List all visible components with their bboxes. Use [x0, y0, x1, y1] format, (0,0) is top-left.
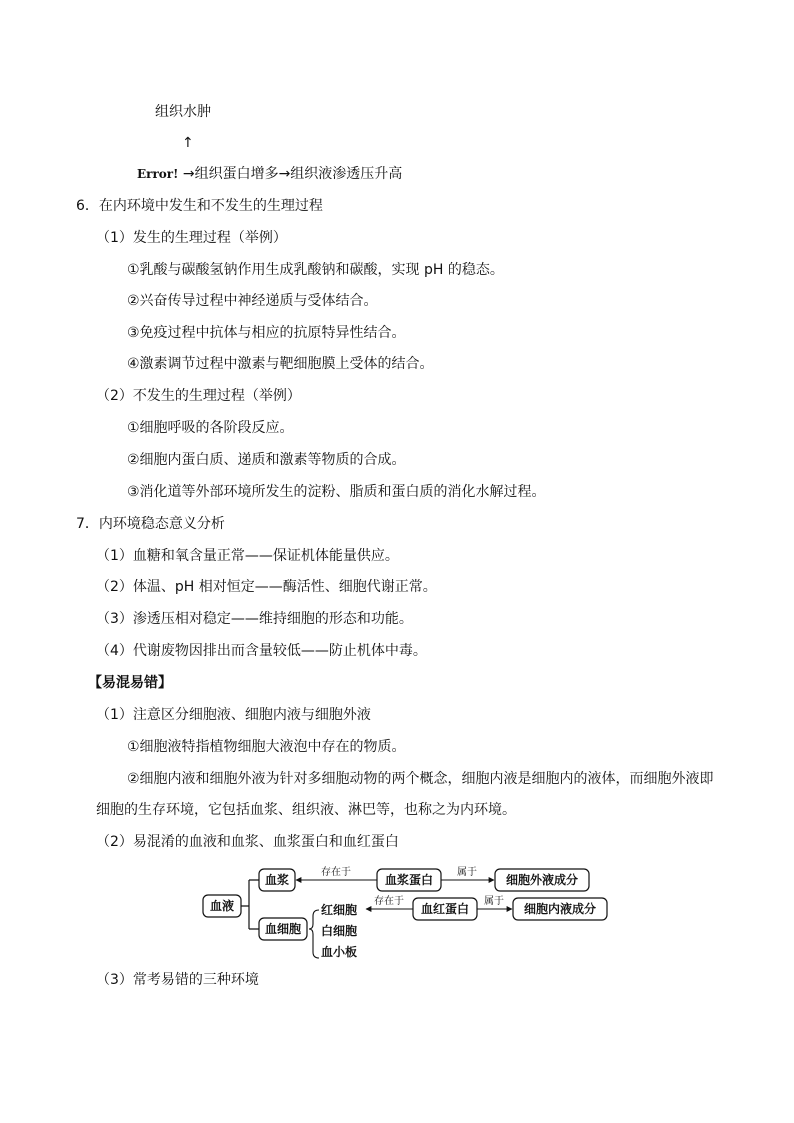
exists-in-label-2: 存在于 — [374, 896, 404, 907]
sub2-item: ③消化道等外部环境所发生的淀粉、脂质和蛋白质的消化水解过程。 — [127, 484, 546, 500]
sub2-item: ①细胞呼吸的各阶段反应。 — [127, 420, 294, 436]
section7-item: （3）渗透压相对稳定——维持细胞的形态和功能。 — [96, 611, 413, 627]
blood-branch-lines — [241, 880, 259, 929]
edema-label: 组织水肿 — [155, 104, 211, 120]
section6-sub2-heading: （2）不发生的生理过程（举例） — [96, 388, 301, 404]
platelet-label: 血小板 — [321, 945, 358, 959]
part1-heading: （1）注意区分细胞液、细胞内液与细胞外液 — [96, 707, 371, 723]
cell-types-brace — [309, 910, 319, 958]
part1-item: ①细胞液特指植物细胞大液泡中存在的物质。 — [127, 739, 406, 755]
exists-in-label-1: 存在于 — [321, 867, 351, 878]
up-arrow-icon: ↑ — [182, 135, 194, 151]
blood-components-diagram — [195, 860, 615, 965]
part1-item: ②细胞内液和细胞外液为针对多细胞动物的两个概念，细胞内液是细胞内的液体，而细胞外液即 — [127, 771, 714, 787]
sub1-item: ③免疫过程中抗体与相应的抗原特异性结合。 — [127, 325, 406, 341]
section7-item: （2）体温、pH 相对恒定——酶活性、细胞代谢正常。 — [96, 579, 437, 595]
intracellular-label: 细胞内液成分 — [523, 902, 597, 916]
white-cell-label: 白细胞 — [321, 924, 358, 938]
part3-heading: （3）常考易错的三种环境 — [96, 972, 259, 988]
error-label: Error! — [137, 167, 179, 181]
belongs-to-label-2: 属于 — [484, 896, 504, 907]
blood-label: 血液 — [209, 899, 235, 913]
section7-item: （1）血糖和氧含量正常——保证机体能量供应。 — [96, 548, 399, 564]
section6-title: 6．在内环境中发生和不发生的生理过程 — [76, 198, 323, 214]
plasma-protein-label: 血浆蛋白 — [384, 873, 434, 887]
belongs-to-label-1: 属于 — [457, 867, 477, 878]
sub1-item: ④激素调节过程中激素与靶细胞膜上受体的结合。 — [127, 356, 434, 372]
confusion-title: 【易混易错】 — [88, 675, 172, 691]
error-chain — [137, 164, 402, 184]
part1-item-continued: 细胞的生存环境，它包括血浆、组织液、淋巴等，也称之为内环境。 — [96, 802, 516, 818]
sub1-item: ①乳酸与碳酸氢钠作用生成乳酸钠和碳酸，实现 pH 的稳态。 — [127, 262, 504, 278]
part2-heading: （2）易混淆的血液和血浆、血浆蛋白和血红蛋白 — [96, 834, 399, 850]
sub2-item: ②细胞内蛋白质、递质和激素等物质的合成。 — [127, 452, 406, 468]
red-cell-label: 红细胞 — [321, 903, 358, 917]
section6-sub1-heading: （1）发生的生理过程（举例） — [96, 230, 287, 246]
hemoglobin-label: 血红蛋白 — [420, 902, 470, 916]
plasma-label: 血浆 — [264, 873, 290, 887]
protein-chain-text: →组织蛋白增多→组织液渗透压升高 — [182, 166, 403, 182]
blood-cells-label: 血细胞 — [264, 922, 302, 936]
sub1-item: ②兴奋传导过程中神经递质与受体结合。 — [127, 293, 378, 309]
section7-title: 7．内环境稳态意义分析 — [76, 516, 225, 532]
section7-item: （4）代谢废物因排出而含量较低——防止机体中毒。 — [96, 643, 427, 659]
extracellular-label: 细胞外液成分 — [505, 873, 579, 887]
